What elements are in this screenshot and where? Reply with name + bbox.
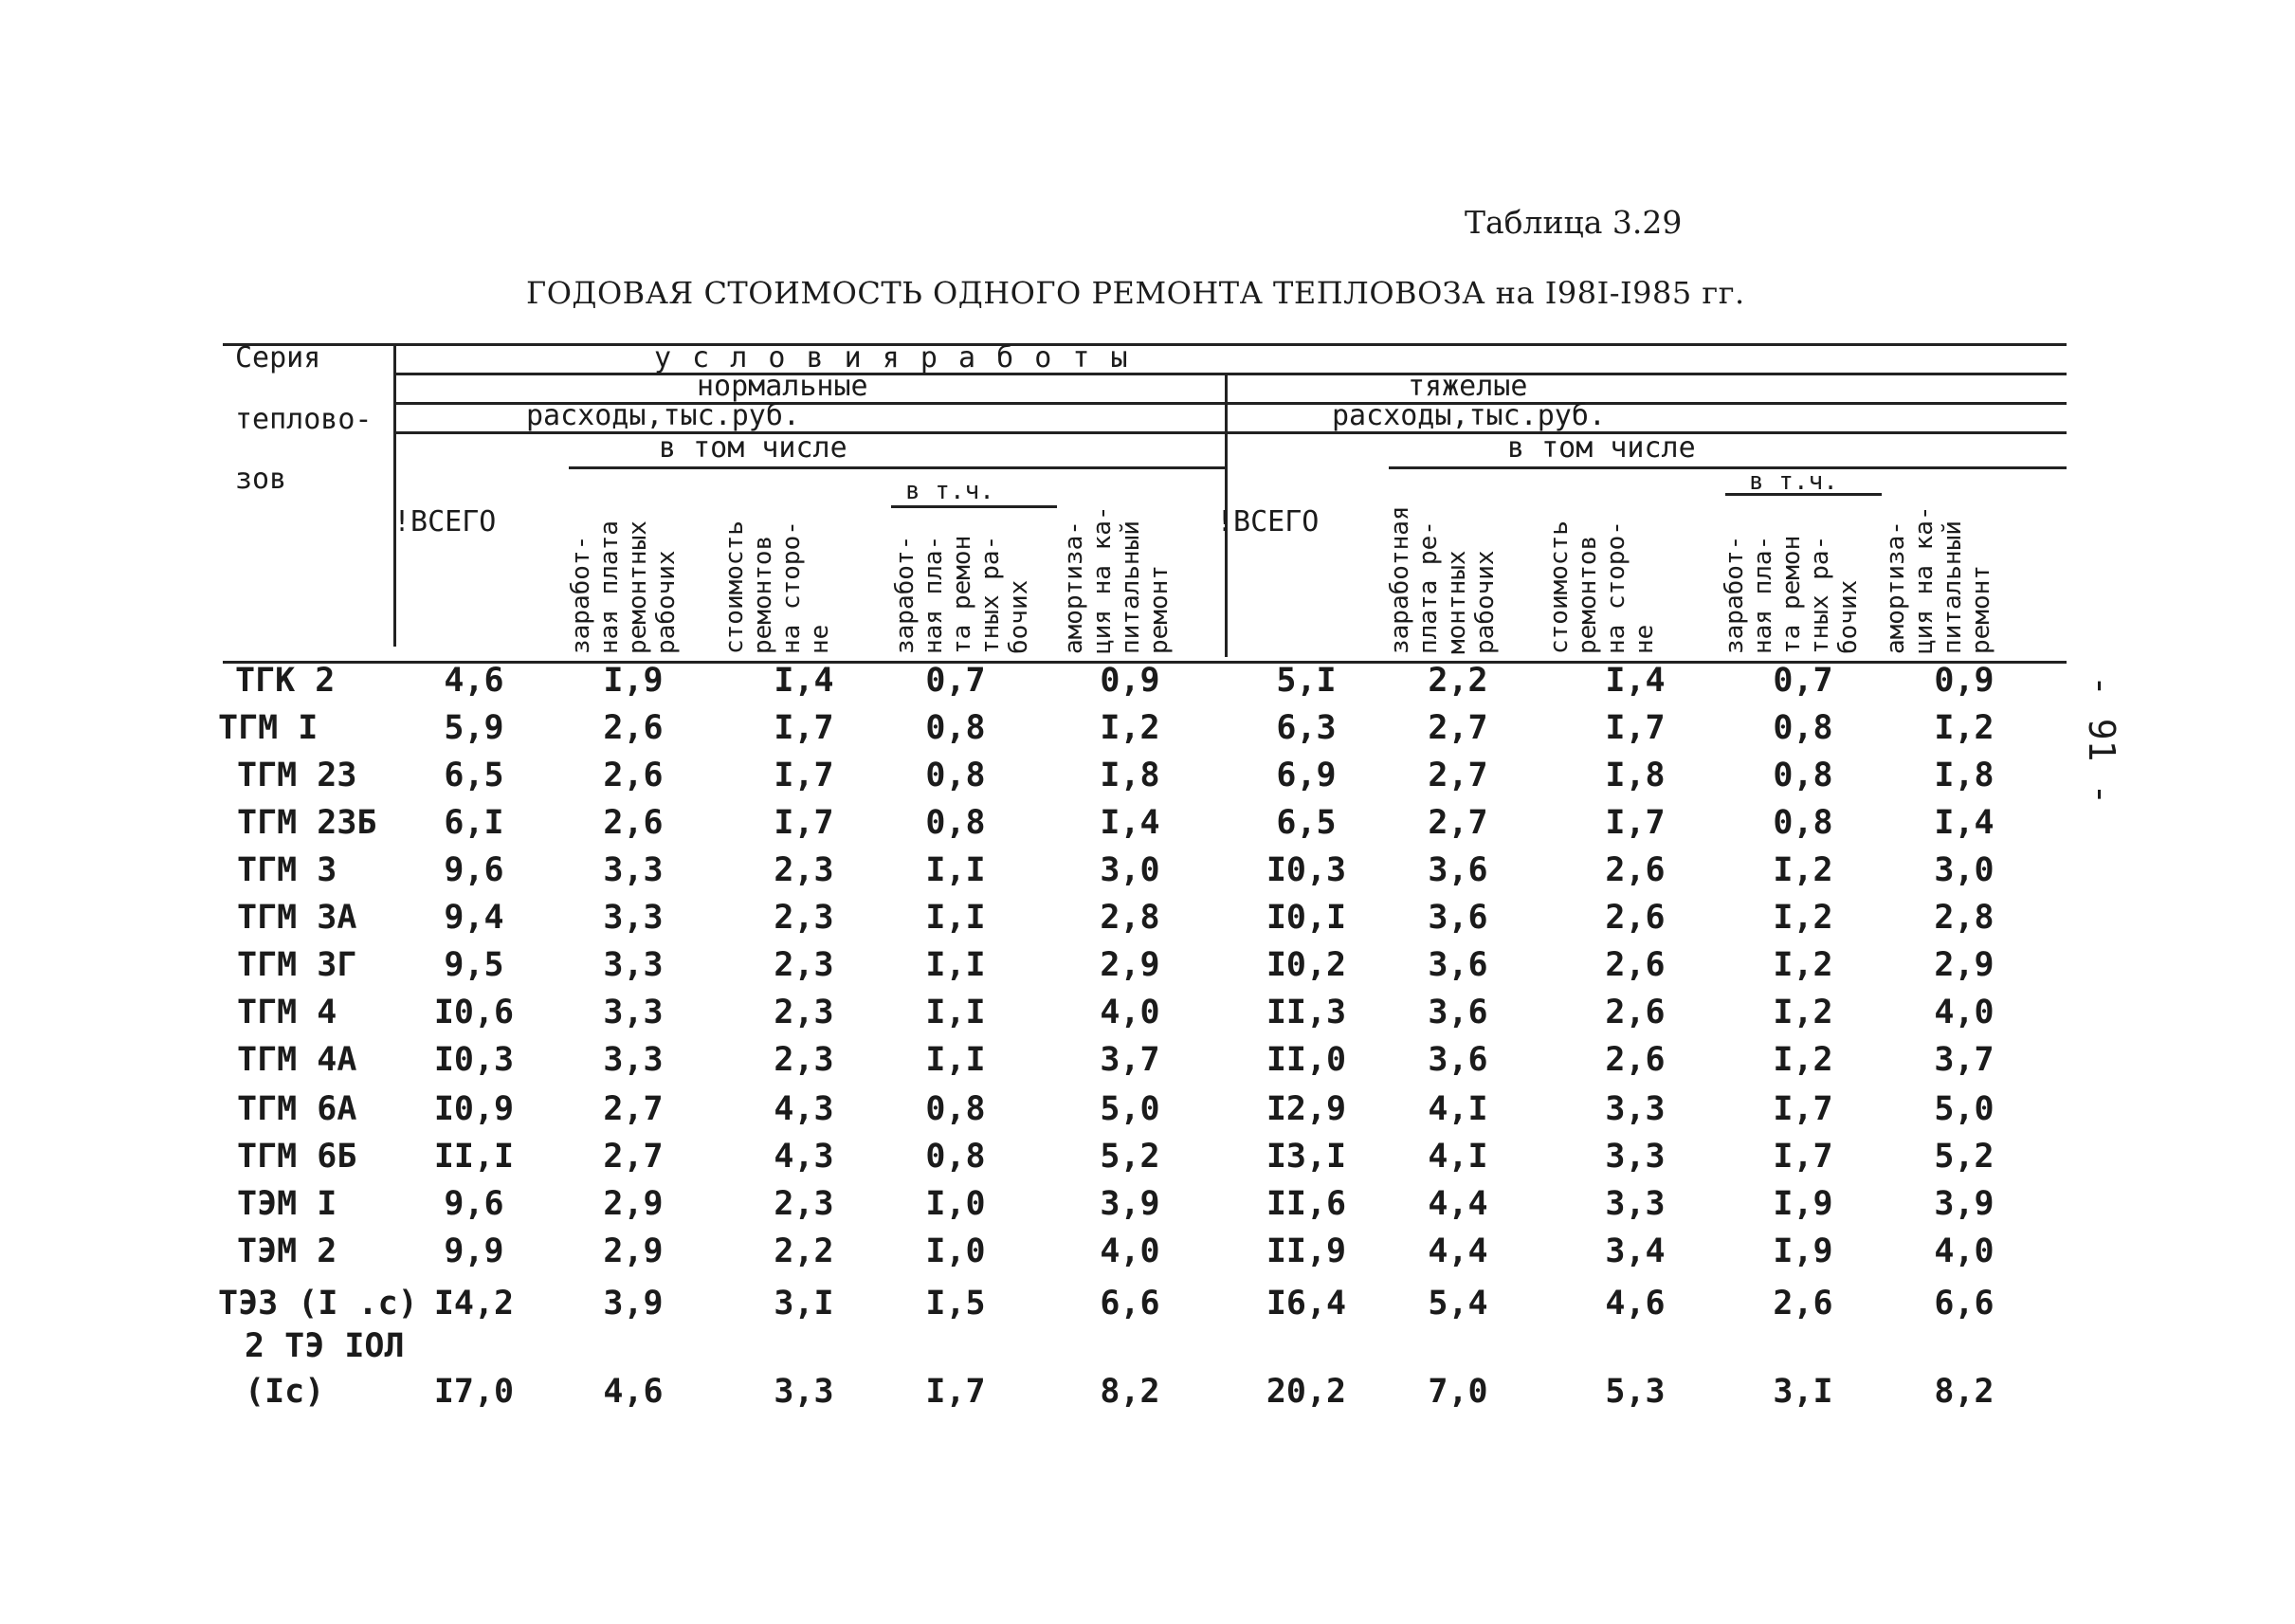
value-cell: 2,2 [774,1232,834,1270]
value-cell: II,6 [1266,1185,1347,1223]
normal-wage-header: заработ- ная плата ремонтных рабочих [567,520,681,654]
value-cell: 5,9 [444,709,504,747]
value-cell: 2,7 [1428,804,1488,842]
value-cell: 0,8 [925,709,986,747]
value-cell: I,2 [1934,709,1994,747]
value-cell: I,9 [1773,1232,1833,1270]
value-cell: 2,9 [1100,946,1160,984]
series-name: ТГМ 3Г [237,946,357,984]
value-cell: 2,6 [603,757,664,794]
value-cell: 3,9 [603,1285,664,1323]
value-cell: 4,4 [1428,1232,1488,1270]
table-title: ГОДОВАЯ СТОИМОСТЬ ОДНОГО РЕМОНТА ТЕПЛОВОЗА на I98I-I985 гг. [526,275,1745,311]
value-cell: 2,6 [1605,946,1666,984]
value-cell: II,0 [1266,1041,1347,1079]
series-name: ТГМ I [218,709,319,747]
value-cell: 3,3 [603,946,664,984]
value-cell: I,8 [1100,757,1160,794]
value-cell: 3,6 [1428,851,1488,889]
value-cell: 4,3 [774,1138,834,1176]
value-cell: I,I [925,946,986,984]
total-heavy-header: !ВСЕГО [1216,505,1320,538]
series-name: 2 ТЭ IОЛ [245,1327,405,1365]
value-cell: I,0 [925,1232,986,1270]
value-cell: 3,9 [1100,1185,1160,1223]
value-cell: 2,3 [774,1041,834,1079]
series-name: ТЭЗ (I .с) [218,1285,418,1323]
value-cell: I,0 [925,1185,986,1223]
value-cell: I,7 [1773,1138,1833,1176]
value-cell: 3,6 [1428,1041,1488,1079]
series-name: ТЭМ I [237,1185,337,1223]
value-cell: I,9 [1773,1185,1833,1223]
series-header-2: теплово- [235,403,373,436]
value-cell: 4,0 [1100,994,1160,1031]
value-cell: II,I [433,1138,515,1176]
value-cell: 4,6 [1605,1285,1666,1323]
value-cell: I0,3 [433,1041,515,1079]
value-cell: 0,9 [1934,662,1994,700]
value-cell: 3,3 [1605,1138,1666,1176]
value-cell: 4,0 [1934,1232,1994,1270]
value-cell: I,2 [1773,851,1833,889]
value-cell: 4,0 [1934,994,1994,1031]
value-cell: 5,2 [1100,1138,1160,1176]
value-cell: I,7 [774,804,834,842]
series-name: ТГМ 23Б [237,804,377,842]
value-cell: 2,6 [1605,1041,1666,1079]
value-cell: II,9 [1266,1232,1347,1270]
value-cell: 2,6 [1605,899,1666,937]
value-cell: 4,0 [1100,1232,1160,1270]
value-cell: 3,0 [1934,851,1994,889]
value-cell: 2,6 [1773,1285,1833,1323]
value-cell: 2,9 [1934,946,1994,984]
value-cell: 2,9 [603,1185,664,1223]
value-cell: 3,0 [1100,851,1160,889]
value-cell: 2,6 [603,804,664,842]
heavy-header: тяжелые [1408,370,1528,403]
normal-vtch-header: в т.ч. [905,477,994,505]
value-cell: 5,2 [1934,1138,1994,1176]
value-cell: 9,6 [444,851,504,889]
value-cell: 0,9 [1100,662,1160,700]
value-cell: 3,6 [1428,899,1488,937]
value-cell: 0,8 [925,804,986,842]
value-cell: 9,9 [444,1232,504,1270]
value-cell: 2,7 [1428,709,1488,747]
including-normal-header: в том числе [659,431,847,465]
value-cell: 3,I [774,1285,834,1323]
value-cell: 4,3 [774,1090,834,1128]
working-conditions-header: у с л о в и я р а б о т ы [654,341,1130,374]
value-cell: 3,3 [603,994,664,1031]
value-cell: I,8 [1934,757,1994,794]
value-cell: 3,3 [1605,1185,1666,1223]
value-cell: I,I [925,1041,986,1079]
value-cell: I0,6 [433,994,515,1031]
value-cell: 2,3 [774,1185,834,1223]
value-cell: I0,3 [1266,851,1347,889]
value-cell: 3,3 [603,1041,664,1079]
value-cell: 3,6 [1428,994,1488,1031]
value-cell: II,3 [1266,994,1347,1031]
value-cell: 5,0 [1934,1090,1994,1128]
total-normal-header: !ВСЕГО [393,505,497,538]
value-cell: 6,9 [1276,757,1337,794]
value-cell: 7,0 [1428,1373,1488,1411]
value-cell: 3,3 [603,899,664,937]
value-cell: 2,6 [603,709,664,747]
series-name: ТГМ 3 [237,851,337,889]
value-cell: 6,3 [1276,709,1337,747]
value-cell: 0,7 [925,662,986,700]
value-cell: 6,5 [444,757,504,794]
value-cell: I,I [925,851,986,889]
series-name: ТГК 2 [235,662,336,700]
value-cell: 0,8 [925,757,986,794]
value-cell: 4,6 [444,662,504,700]
value-cell: 3,7 [1100,1041,1160,1079]
value-cell: 3,3 [774,1373,834,1411]
rule-including-normal [569,466,1228,469]
value-cell: 6,6 [1100,1285,1160,1323]
value-cell: 2,6 [1605,851,1666,889]
value-cell: 5,4 [1428,1285,1488,1323]
value-cell: 9,4 [444,899,504,937]
value-cell: I,7 [925,1373,986,1411]
series-name: (Iс) [245,1373,325,1411]
series-name: ТГМ 4 [237,994,337,1031]
value-cell: 2,8 [1934,899,1994,937]
value-cell: 5,0 [1100,1090,1160,1128]
value-cell: I,2 [1773,899,1833,937]
value-cell: 3,4 [1605,1232,1666,1270]
normal-outside-repair-header: стоимость ремонтов на сторо- не [720,520,834,654]
value-cell: I,I [925,994,986,1031]
value-cell: I,4 [774,662,834,700]
expenses-heavy-header: расходы,тыс.руб. [1332,399,1606,432]
sep-series [393,343,396,647]
value-cell: I3,I [1266,1138,1347,1176]
value-cell: I0,I [1266,899,1347,937]
series-name: ТГМ 6Б [237,1138,357,1176]
value-cell: 2,7 [1428,757,1488,794]
including-heavy-header: в том числе [1507,431,1696,465]
value-cell: I,2 [1773,994,1833,1031]
value-cell: 5,3 [1605,1373,1666,1411]
value-cell: 3,3 [603,851,664,889]
value-cell: 0,8 [1773,804,1833,842]
value-cell: 2,3 [774,899,834,937]
value-cell: I,4 [1934,804,1994,842]
value-cell: 2,3 [774,946,834,984]
page-number: - 91 - [2081,675,2122,806]
value-cell: 0,7 [1773,662,1833,700]
value-cell: 4,I [1428,1090,1488,1128]
value-cell: 3,7 [1934,1041,1994,1079]
value-cell: 2,3 [774,851,834,889]
series-name: ТГМ 23 [237,757,357,794]
rule-conditions [393,373,2067,375]
value-cell: 6,5 [1276,804,1337,842]
value-cell: I,5 [925,1285,986,1323]
value-cell: I4,2 [433,1285,515,1323]
value-cell: I7,0 [433,1373,515,1411]
value-cell: I,7 [774,757,834,794]
value-cell: 3,3 [1605,1090,1666,1128]
value-cell: 2,3 [774,994,834,1031]
value-cell: 3,I [1773,1373,1833,1411]
value-cell: I2,9 [1266,1090,1347,1128]
heavy-amortization-header: амортиза- ция на ка- питальный ремонт [1882,505,1995,654]
value-cell: I,2 [1773,946,1833,984]
value-cell: 5,I [1276,662,1337,700]
value-cell: I0,2 [1266,946,1347,984]
heavy-sub-wage-header: заработ- ная пла- та ремон тных ра- бочих [1721,535,1863,654]
value-cell: 4,I [1428,1138,1488,1176]
series-name: ТГМ 6А [237,1090,357,1128]
value-cell: I,7 [1605,804,1666,842]
value-cell: 2,7 [603,1090,664,1128]
value-cell: 4,6 [603,1373,664,1411]
value-cell: 3,9 [1934,1185,1994,1223]
normal-header: нормальные [697,370,868,403]
normal-amortization-header: амортиза- ция на ка- питальный ремонт [1060,505,1174,654]
value-cell: 9,5 [444,946,504,984]
value-cell: 2,6 [1605,994,1666,1031]
value-cell: 6,6 [1934,1285,1994,1323]
value-cell: 8,2 [1934,1373,1994,1411]
series-name: ТГМ 3А [237,899,357,937]
series-header-3: зов [235,463,287,496]
value-cell: 0,8 [925,1138,986,1176]
heavy-outside-repair-header: стоимость ремонтов на сторо- не [1545,520,1659,654]
value-cell: I,7 [774,709,834,747]
series-name: ТГМ 4А [237,1041,357,1079]
value-cell: 2,9 [603,1232,664,1270]
heavy-wage-header: заработная плата ре- монтных рабочих [1386,505,1500,654]
value-cell: 2,2 [1428,662,1488,700]
expenses-normal-header: расходы,тыс.руб. [526,399,800,432]
value-cell: 2,8 [1100,899,1160,937]
value-cell: I,4 [1100,804,1160,842]
value-cell: 9,6 [444,1185,504,1223]
value-cell: I,9 [603,662,664,700]
series-name: ТЭМ 2 [237,1232,337,1270]
heavy-vtch-header: в т.ч. [1749,467,1838,496]
value-cell: I,I [925,899,986,937]
value-cell: I,2 [1773,1041,1833,1079]
normal-sub-wage-header: заработ- ная пла- та ремон тных ра- бочих [891,535,1033,654]
value-cell: 2,7 [603,1138,664,1176]
value-cell: I,7 [1605,709,1666,747]
value-cell: 0,8 [925,1090,986,1128]
value-cell: I6,4 [1266,1285,1347,1323]
value-cell: I,2 [1100,709,1160,747]
value-cell: 6,I [444,804,504,842]
table-number: Таблица 3.29 [1465,204,1683,241]
value-cell: 0,8 [1773,709,1833,747]
value-cell: 4,4 [1428,1185,1488,1223]
value-cell: 8,2 [1100,1373,1160,1411]
value-cell: I,4 [1605,662,1666,700]
rule-top [223,343,2067,346]
series-header-1: Серия [235,341,321,374]
value-cell: I,8 [1605,757,1666,794]
value-cell: 3,6 [1428,946,1488,984]
rule-including-heavy [1389,466,2067,469]
value-cell: 20,2 [1266,1373,1347,1411]
value-cell: I0,9 [433,1090,515,1128]
value-cell: 0,8 [1773,757,1833,794]
value-cell: I,7 [1773,1090,1833,1128]
